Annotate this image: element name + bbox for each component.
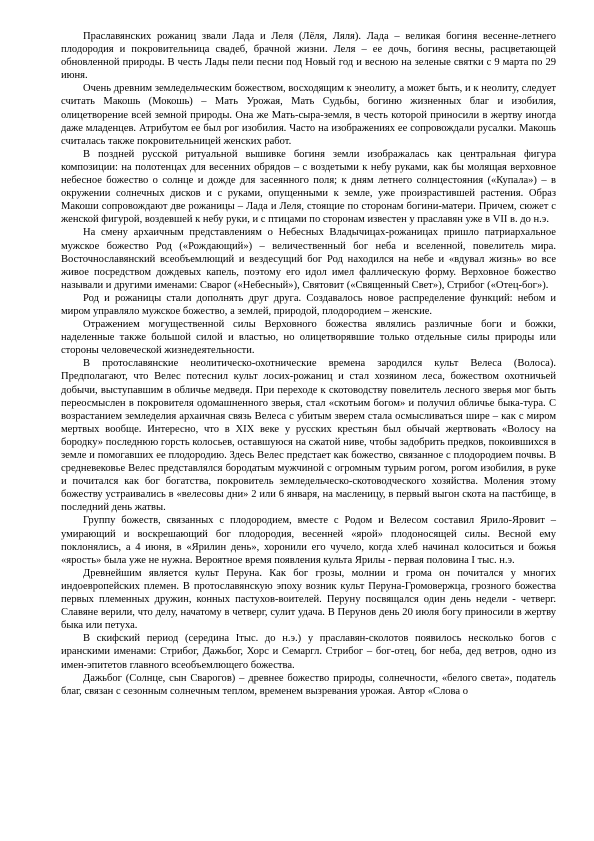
paragraph-gods-forces: Отражением могущественной силы Верховного божества являлись различные боги и божки, наделенные также большой силой и властью, но олицетворявшие только отдельные силы природы или стороны человеческой жизнедеятельности. (61, 319, 556, 357)
paragraph-scythian-period: В скифский период (середина Iтыс. до н.э.) у праславян-сколотов появилось несколько богов с иранскими именами: Стрибог, Дажьбог, Хорс и Семаргл. Стрибог – бог-отец, бог неба, дед ветров, одно из имен-эпитетов главного всеобъемлющего божества. (61, 633, 556, 671)
paragraph-yarilo: Группу божеств, связанных с плодородием, вместе с Родом и Велесом составил Ярило-Яровит – умирающий и воскрешающий бог плодородия, весенней «ярой» плодоносящей силы. Весной ему поклонялись, а 4 июня, в «Ярилин день», хоронили его чучело, когда хлеб начинал колоситься и божья «ярость» была уже не нужна. Вероятное время появления культа Ярилы - первая половина I тыс. н.э. (61, 515, 556, 566)
document-page (61, 30, 556, 698)
paragraph-embroidery: В поздней русской ритуальной вышивке богиня земли изображалась как центральная фигура композиции: на полотенцах для весенних обрядов – с воздетыми к небу руками, как бы молящая верховное небесное божество о солнце и дожде для засеянного поля; к дням летнего солнцестояния («Купала») – в окружении солнечных дисков и с руками, опущенными к земле, уже произрастившей растения. Образ Макоши сопровождают две рожаницы – Лада и Леля, стоящие по сторонам богини-матери. Причем, сюжет с женской фигурой, воздевшей к небу руки, и с птицами по сторонам известен у праславян уже в VII в. до н.э. (61, 148, 556, 226)
paragraph-dazhbog: Дажьбог (Солнце, сын Сварогов) – древнее божество природы, солнечности, «белого света», податель благ, связан с сезонным солнечным теплом, временем вызревания урожая. Автор «Слова о (61, 672, 556, 697)
paragraph-veles: В протославянские неолитическо-охотнические времена зародился культ Велеса (Волоса). Предполагают, что Велес потеснил культ лосих-рожаниц и стал хозяином леса, божеством охотничьей добычи, выступавшим в обличье медведя. При переходе к скотоводству повелитель лесного зверья мог быть переосмыслен в покровителя одомашненного зверья, стал «скотьим богом» и получил обличье быка-тура. С возрастанием земледелия архаичная связь Велеса с убитым зверем стала осмысливаться шире – как с миром мертвых вообще. Интересно, что в XIX веке у русских крестьян был обычай жертвовать «Волосу на бородку» последнюю горсть колосьев, оставшуюся на сжатой ниве, чтобы задобрить предков, покоившихся в земле и помогавших ее плодородию. Здесь Велес предстает как божество, связанное с плодородием почвы. В средневековье Велес представлялся бородатым мужчиной с огромным турьим рогом, рогом изобилия, в руке и почитался как бог богатства, покровитель земледельческо-скотоводческого хозяйства. Моления этому божеству устраивались в «велесовы дни» 2 или 6 января, на масленицу, в первый выгон скота на пастбище, в последний день жатвы. (61, 358, 556, 514)
paragraph-rod-rozhanitsy: Род и рожаницы стали дополнять друг друга. Создавалось новое распределение функций: небом и миром управляло мужское божество, а землей, природой, плодородием – женские. (61, 292, 556, 317)
paragraph-rod: На смену архаичным представлениям о Небесных Владычицах-рожаницах пришло патриархальное мужское божество Род («Рождающий») – величественный бог неба и вселенной, повелитель мира. Восточнославянский всеобъемлющий и вездесущий бог Род находился на небе и «вдувал жизнь» во все живое посредством дождевых капель, поэтому его идол имел фаллическую форму. Верховное божество называли и другими именами: Сварог («Небесный»), Святовит («Священный Свет»), Стрибог («Отец-бог»). (61, 227, 556, 291)
paragraph-makosh: Очень древним земледельческим божеством, восходящим к энеолиту, а может быть, и к неолиту, следует считать Макошь (Мокошь) – Мать Урожая, Мать Судьбы, богиню жизненных благ и изобилия, олицетворение всей земной природы. Она же Мать-сыра-земля, в честь которой приносили в жертву иногда даже младенцев. Атрибутом ее был рог изобилия. Часто на изображениях ее сопровождали русалки. Макошь считалась также покровительницей женских работ. (61, 83, 556, 147)
paragraph-perun: Древнейшим является культ Перуна. Как бог грозы, молнии и грома он почитался у многих индоевропейских племен. В протославянскую эпоху возник культ Перуна-Громовержца, грозного божества первых племенных дружин, конных пастухов-воителей. Перуну посвящался один день недели - четверг. Славяне верили, что делу, начатому в четверг, сулит удача. В Перунов день 20 июля богу приносили в жертву быка или петуха. (61, 567, 556, 632)
paragraph-lada-lelya: Праславянских рожаниц звали Лада и Леля (Лёля, Ляля). Лада – великая богиня весенне-летнего плодородия и покровительница свадеб, брачной жизни. Леля – ее дочь, богиня весны, расцветающей обновленной природы. В честь Лады пели песни под Новый год и весною на зеленые святки с 9 марта по 29 июня. (61, 31, 556, 82)
